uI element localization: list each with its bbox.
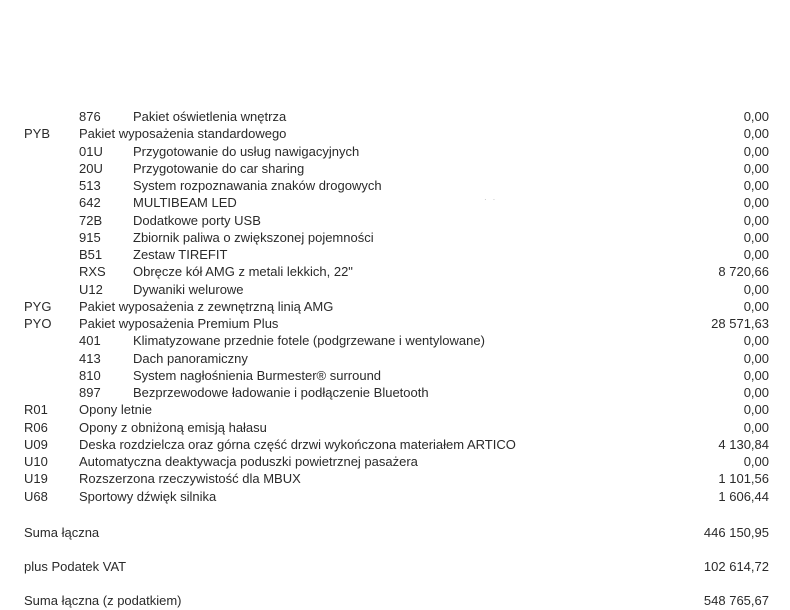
vat-label: plus Podatek VAT <box>24 559 127 574</box>
option-code: R01 <box>24 402 48 418</box>
sub-option-code: U12 <box>79 281 103 297</box>
option-description: Opony letnie <box>79 402 152 418</box>
total-gross-label: Suma łączna (z podatkiem) <box>24 593 182 608</box>
total-gross-row <box>0 592 790 610</box>
option-description: Rozszerzona rzeczywistość dla MBUX <box>79 471 301 487</box>
option-description: Klimatyzowane przednie fotele (podgrzewane i wentylowane) <box>133 333 485 349</box>
list-item <box>0 298 790 315</box>
option-description: Zbiornik paliwa o zwiększonej pojemności <box>133 229 374 245</box>
option-description: Bezprzewodowe ładowanie i podłączenie Bluetooth <box>133 385 429 400</box>
scan-speck: ·· <box>484 195 502 204</box>
list-item <box>0 194 790 211</box>
option-description: Przygotowanie do car sharing <box>133 160 305 176</box>
option-description: Sportowy dźwięk silnika <box>79 488 217 504</box>
option-code: U68 <box>24 488 48 504</box>
option-description: Deska rozdzielcza oraz górna część drzwi wykończona materiałem ARTICO <box>79 436 516 452</box>
list-item <box>0 108 790 125</box>
option-price: 0,00 <box>743 212 769 228</box>
option-price: 0,00 <box>743 229 769 245</box>
vat-row <box>0 558 790 576</box>
list-item <box>0 453 790 470</box>
sub-option-code: 897 <box>79 385 101 400</box>
option-code: U19 <box>24 471 48 487</box>
option-price: 0,00 <box>743 178 769 193</box>
option-code: R06 <box>24 419 48 435</box>
option-price: 0,00 <box>743 109 769 124</box>
option-price: 0,00 <box>743 143 769 159</box>
option-price: 8 720,66 <box>718 264 769 280</box>
sub-option-code: 513 <box>79 178 101 193</box>
option-price: 0,00 <box>743 195 769 211</box>
option-description: Opony z obniżoną emisją hałasu <box>79 419 267 435</box>
option-description: Dodatkowe porty USB <box>133 212 261 228</box>
option-price: 0,00 <box>743 350 769 366</box>
vat-value: 102 614,72 <box>703 559 769 574</box>
option-description: Zestaw TIREFIT <box>133 247 228 262</box>
option-code: U10 <box>24 454 48 469</box>
list-item <box>0 419 790 436</box>
total-gross-value: 548 765,67 <box>703 593 769 608</box>
sub-option-code: 413 <box>79 350 101 366</box>
list-item <box>0 401 790 418</box>
option-code: PYG <box>24 298 52 314</box>
list-item <box>0 315 790 332</box>
option-description: Dywaniki welurowe <box>133 281 244 297</box>
option-price: 1 606,44 <box>718 488 769 504</box>
option-description: Automatyczna deaktywacja poduszki powietrznej pasażera <box>79 454 418 469</box>
option-description: Dach panoramiczny <box>133 350 248 366</box>
option-price: 0,00 <box>743 454 769 469</box>
option-price: 0,00 <box>743 160 769 176</box>
option-price: 1 101,56 <box>718 471 769 487</box>
sub-option-code: 72B <box>79 212 103 228</box>
list-item <box>0 177 790 194</box>
option-description: Pakiet wyposażenia standardowego <box>79 126 287 142</box>
sub-option-code: 401 <box>79 333 101 349</box>
list-item <box>0 212 790 229</box>
list-item <box>0 332 790 349</box>
option-price: 0,00 <box>743 247 769 262</box>
option-price: 0,00 <box>743 298 769 314</box>
total-net-row <box>0 524 790 542</box>
sub-option-code: RXS <box>79 264 106 280</box>
list-item <box>0 470 790 487</box>
option-price: 0,00 <box>743 402 769 418</box>
sub-option-code: 876 <box>79 109 101 124</box>
option-price: 0,00 <box>743 281 769 297</box>
option-price: 0,00 <box>743 385 769 400</box>
option-description: Pakiet wyposażenia z zewnętrzną linią AMG <box>79 298 334 314</box>
list-item <box>0 229 790 246</box>
option-description: Pakiet oświetlenia wnętrza <box>133 109 287 124</box>
option-description: Obręcze kół AMG z metali lekkich, 22" <box>133 264 353 280</box>
list-item <box>0 281 790 298</box>
option-price: 28 571,63 <box>711 316 769 331</box>
list-item <box>0 436 790 453</box>
list-item <box>0 143 790 160</box>
option-code: U09 <box>24 436 48 452</box>
list-item <box>0 160 790 177</box>
option-price: 0,00 <box>743 419 769 435</box>
list-item <box>0 367 790 384</box>
option-description: MULTIBEAM LED <box>133 195 237 211</box>
sub-option-code: 20U <box>79 160 103 176</box>
list-item <box>0 384 790 401</box>
option-description: System rozpoznawania znaków drogowych <box>133 178 382 193</box>
total-net-label: Suma łączna <box>24 525 100 540</box>
list-item <box>0 246 790 263</box>
sub-option-code: 915 <box>79 229 101 245</box>
option-price: 0,00 <box>743 367 769 383</box>
equipment-list <box>0 108 790 505</box>
option-price: 0,00 <box>743 126 769 142</box>
option-description: System nagłośnienia Burmester® surround <box>133 367 382 383</box>
sub-option-code: B51 <box>79 247 103 262</box>
list-item <box>0 263 790 280</box>
option-price: 4 130,84 <box>718 436 769 452</box>
sub-option-code: 642 <box>79 195 101 211</box>
total-net-value: 446 150,95 <box>703 525 769 540</box>
option-description: Pakiet wyposażenia Premium Plus <box>79 316 279 331</box>
option-description: Przygotowanie do usług nawigacyjnych <box>133 143 360 159</box>
list-item <box>0 488 790 505</box>
option-price: 0,00 <box>743 333 769 349</box>
option-code: PYB <box>24 126 51 142</box>
list-item <box>0 125 790 142</box>
option-code: PYO <box>24 316 52 331</box>
list-item <box>0 350 790 367</box>
sub-option-code: 810 <box>79 367 101 383</box>
sub-option-code: 01U <box>79 143 103 159</box>
